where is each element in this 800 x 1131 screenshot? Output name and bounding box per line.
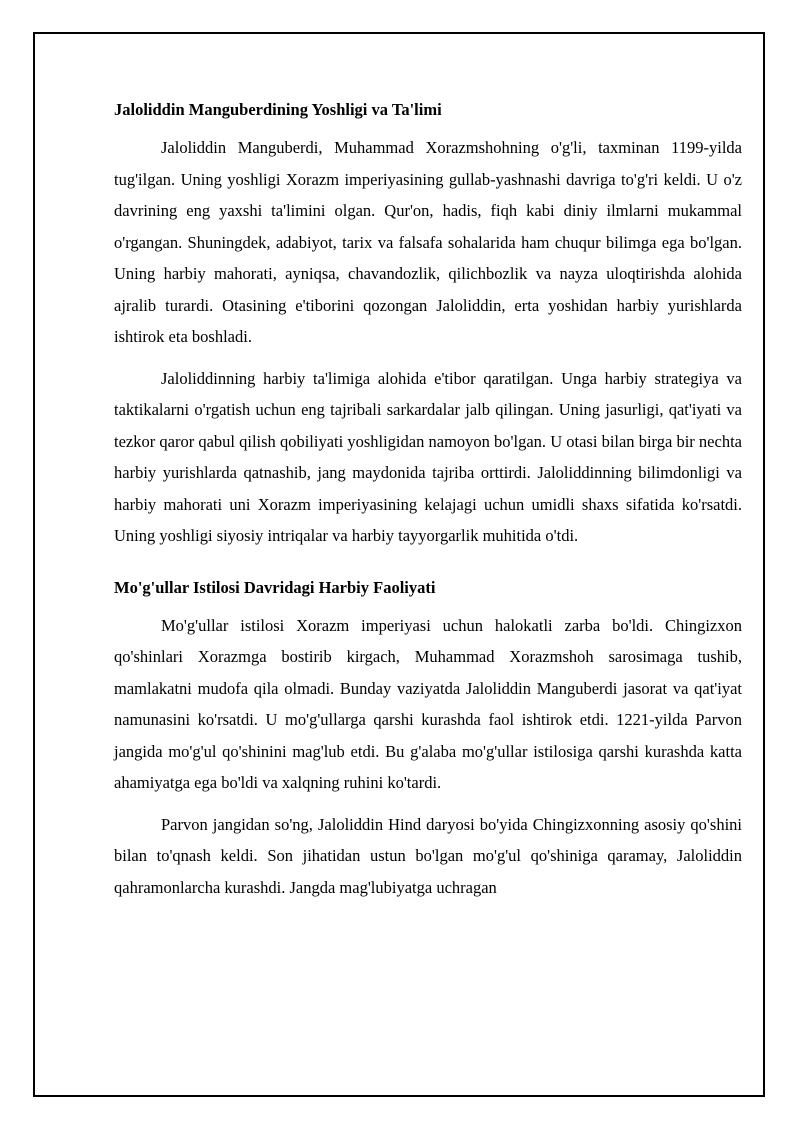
- section-gap: [114, 562, 742, 576]
- document-body: [114, 98, 742, 913]
- section-heading-youth: Jaloliddin Manguberdining Yoshligi va Ta'limi: [114, 100, 442, 119]
- paragraph-invasion-2: Parvon jangidan so'ng, Jaloliddin Hind daryosi bo'yida Chingizxonning asosiy qo'shini bilan to'qnash keldi. Son jihatidan ustun bo'lgan mo'g'ul qo'shiniga qaramay, Jaloliddin qahramonlarcha kurashdi. Jangda mag'lubiyatga uchragan: [114, 814, 742, 897]
- paragraph-youth-1: Jaloliddin Manguberdi, Muhammad Xorazmshohning o'g'li, taxminan 1199-yilda tug'ilgan. Uning yoshligi Xorazm imperiyasining gullab-yashnashi davriga to'g'ri keldi. U o'z davrining eng yaxshi ta'limini olgan. Qur'on, hadis, fiqh kabi diniy ilmlarni mukammal o'rgangan. Shuningdek, adabiyot, tarix va falsafa sohalarida ham chuqur bilimga ega bo'lgan. Uning harbiy mahorati, ayniqsa, chavandozlik, qilichbozlik va nayza uloqtirishda alohida ajralib turardi. Otasining e'tiborini qozongan Jaloliddin, erta yoshidan harbiy yurishlarda ishtirok eta boshladi.: [114, 138, 742, 346]
- paragraph-youth-2: Jaloliddinning harbiy ta'limiga alohida e'tibor qaratilgan. Unga harbiy strategiya va taktikalarni o'rgatish uchun eng tajribali sarkardalar jalb qilingan. Uning jasurligi, qat'iyati va tezkor qaror qabul qilish qobiliyati yoshligidan namoyon bo'lgan. U otasi bilan birga bir nechta harbiy yurishlarda qatnashib, jang maydonida tajriba orttirdi. Jaloliddinning bilimdonligi va harbiy mahorati uni Xorazm imperiyasining kelajagi uchun umidli shaxs sifatida ko'rsatdi. Uning yoshligi siyosiy intriqalar va harbiy tayyorgarlik muhitida o'tdi.: [114, 368, 742, 545]
- section-heading-mongol-invasion: Mo'g'ullar Istilosi Davridagi Harbiy Faoliyati: [114, 577, 436, 597]
- paragraph-invasion-1: Mo'g'ullar istilosi Xorazm imperiyasi uchun halokatli zarba bo'ldi. Chingizxon qo'shinlari Xorazmga bostirib kirgach, Muhammad Xorazmshoh sarosimaga tushib, mamlakatni mudofa qila olmadi. Bunday vaziyatda Jaloliddin Manguberdi jasorat va qat'iyat namunasini ko'rsatdi. U mo'g'ullarga qarshi kurashda faol ishtirok etdi. 1221-yilda Parvon jangida mo'g'ul qo'shinini mag'lub etdi. Bu g'alaba mo'g'ullar istilosiga qarshi kurashda katta ahamiyatga ega bo'ldi va xalqning ruhini ko'tardi.: [114, 615, 742, 792]
